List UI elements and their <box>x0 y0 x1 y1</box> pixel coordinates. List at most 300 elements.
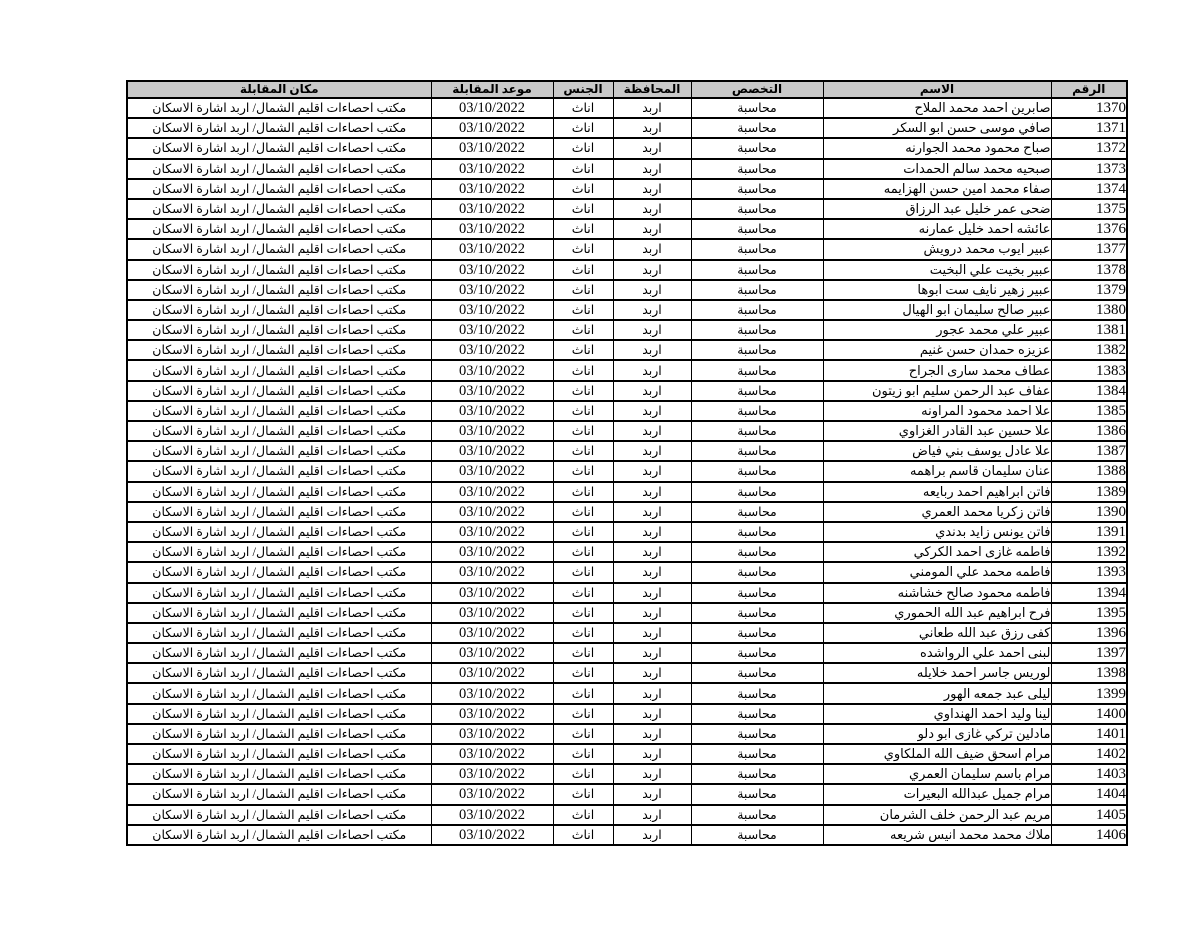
cell-specialization: محاسبة <box>691 784 823 804</box>
cell-number: 1401 <box>1051 724 1127 744</box>
cell-specialization: محاسبة <box>691 583 823 603</box>
cell-gender: اناث <box>553 260 613 280</box>
cell-location: مكتب احصاءات اقليم الشمال/ اربد اشارة الاسكان <box>127 401 431 421</box>
cell-specialization: محاسبة <box>691 199 823 219</box>
column-header-number: الرقم <box>1051 81 1127 98</box>
cell-name: عائشه احمد خليل عمارنه <box>823 219 1051 239</box>
cell-date: 03/10/2022 <box>431 764 553 784</box>
cell-location: مكتب احصاءات اقليم الشمال/ اربد اشارة الاسكان <box>127 320 431 340</box>
cell-name: فرح ابراهيم عبد الله الحموري <box>823 603 1051 623</box>
cell-number: 1380 <box>1051 300 1127 320</box>
table-row <box>127 562 1127 582</box>
cell-specialization: محاسبة <box>691 663 823 683</box>
cell-governorate: اربد <box>613 502 691 522</box>
cell-location: مكتب احصاءات اقليم الشمال/ اربد اشارة الاسكان <box>127 421 431 441</box>
cell-specialization: محاسبة <box>691 542 823 562</box>
cell-gender: اناث <box>553 623 613 643</box>
cell-governorate: اربد <box>613 280 691 300</box>
cell-governorate: اربد <box>613 784 691 804</box>
cell-gender: اناث <box>553 764 613 784</box>
cell-specialization: محاسبة <box>691 381 823 401</box>
cell-name: مرام اسحق ضيف الله الملكاوي <box>823 744 1051 764</box>
cell-number: 1372 <box>1051 138 1127 158</box>
cell-gender: اناث <box>553 562 613 582</box>
column-header-date: موعد المقابلة <box>431 81 553 98</box>
table-row <box>127 482 1127 502</box>
cell-number: 1386 <box>1051 421 1127 441</box>
cell-governorate: اربد <box>613 179 691 199</box>
cell-number: 1388 <box>1051 461 1127 481</box>
cell-specialization: محاسبة <box>691 219 823 239</box>
cell-governorate: اربد <box>613 300 691 320</box>
table-row <box>127 260 1127 280</box>
cell-date: 03/10/2022 <box>431 704 553 724</box>
cell-name: صابرين احمد محمد الملاح <box>823 98 1051 118</box>
table-row <box>127 421 1127 441</box>
cell-governorate: اربد <box>613 239 691 259</box>
cell-location: مكتب احصاءات اقليم الشمال/ اربد اشارة الاسكان <box>127 562 431 582</box>
cell-location: مكتب احصاءات اقليم الشمال/ اربد اشارة الاسكان <box>127 603 431 623</box>
table-row <box>127 623 1127 643</box>
column-header-gender: الجنس <box>553 81 613 98</box>
cell-date: 03/10/2022 <box>431 461 553 481</box>
table-row <box>127 401 1127 421</box>
cell-date: 03/10/2022 <box>431 784 553 804</box>
cell-specialization: محاسبة <box>691 239 823 259</box>
cell-number: 1371 <box>1051 118 1127 138</box>
table-row <box>127 461 1127 481</box>
cell-governorate: اربد <box>613 542 691 562</box>
cell-name: ملاك محمد محمد انيس شريعه <box>823 825 1051 845</box>
cell-gender: اناث <box>553 603 613 623</box>
cell-governorate: اربد <box>613 421 691 441</box>
table-row <box>127 179 1127 199</box>
cell-gender: اناث <box>553 663 613 683</box>
cell-gender: اناث <box>553 825 613 845</box>
cell-name: فاطمه غازى احمد الكركي <box>823 542 1051 562</box>
cell-governorate: اربد <box>613 583 691 603</box>
interview-schedule-table <box>126 80 1128 846</box>
cell-gender: اناث <box>553 522 613 542</box>
table-row <box>127 280 1127 300</box>
table-row <box>127 320 1127 340</box>
table-row <box>127 381 1127 401</box>
table-row <box>127 583 1127 603</box>
cell-specialization: محاسبة <box>691 118 823 138</box>
cell-number: 1383 <box>1051 360 1127 380</box>
cell-governorate: اربد <box>613 603 691 623</box>
cell-gender: اناث <box>553 300 613 320</box>
cell-location: مكتب احصاءات اقليم الشمال/ اربد اشارة الاسكان <box>127 825 431 845</box>
cell-specialization: محاسبة <box>691 522 823 542</box>
cell-date: 03/10/2022 <box>431 280 553 300</box>
cell-gender: اناث <box>553 98 613 118</box>
cell-name: عبير صالح سليمان ابو الهيال <box>823 300 1051 320</box>
cell-governorate: اربد <box>613 381 691 401</box>
cell-governorate: اربد <box>613 441 691 461</box>
cell-date: 03/10/2022 <box>431 502 553 522</box>
cell-location: مكتب احصاءات اقليم الشمال/ اربد اشارة الاسكان <box>127 623 431 643</box>
cell-location: مكتب احصاءات اقليم الشمال/ اربد اشارة الاسكان <box>127 340 431 360</box>
cell-location: مكتب احصاءات اقليم الشمال/ اربد اشارة الاسكان <box>127 441 431 461</box>
cell-name: عنان سليمان قاسم براهمه <box>823 461 1051 481</box>
cell-location: مكتب احصاءات اقليم الشمال/ اربد اشارة الاسكان <box>127 280 431 300</box>
cell-location: مكتب احصاءات اقليم الشمال/ اربد اشارة الاسكان <box>127 764 431 784</box>
cell-gender: اناث <box>553 219 613 239</box>
cell-date: 03/10/2022 <box>431 562 553 582</box>
cell-date: 03/10/2022 <box>431 522 553 542</box>
cell-date: 03/10/2022 <box>431 219 553 239</box>
cell-number: 1375 <box>1051 199 1127 219</box>
cell-location: مكتب احصاءات اقليم الشمال/ اربد اشارة الاسكان <box>127 784 431 804</box>
cell-gender: اناث <box>553 583 613 603</box>
cell-date: 03/10/2022 <box>431 805 553 825</box>
cell-number: 1399 <box>1051 683 1127 703</box>
cell-specialization: محاسبة <box>691 421 823 441</box>
cell-name: صافي موسى حسن ابو السكر <box>823 118 1051 138</box>
cell-governorate: اربد <box>613 643 691 663</box>
cell-specialization: محاسبة <box>691 764 823 784</box>
cell-specialization: محاسبة <box>691 280 823 300</box>
column-header-governorate: المحافظة <box>613 81 691 98</box>
cell-gender: اناث <box>553 784 613 804</box>
cell-number: 1403 <box>1051 764 1127 784</box>
cell-governorate: اربد <box>613 623 691 643</box>
table-header-row <box>127 81 1127 98</box>
cell-name: عبير زهير نايف ست ابوها <box>823 280 1051 300</box>
table-row <box>127 502 1127 522</box>
cell-location: مكتب احصاءات اقليم الشمال/ اربد اشارة الاسكان <box>127 744 431 764</box>
cell-specialization: محاسبة <box>691 401 823 421</box>
cell-date: 03/10/2022 <box>431 159 553 179</box>
cell-number: 1393 <box>1051 562 1127 582</box>
cell-specialization: محاسبة <box>691 320 823 340</box>
cell-specialization: محاسبة <box>691 643 823 663</box>
cell-date: 03/10/2022 <box>431 663 553 683</box>
cell-name: عطاف محمد سارى الجراح <box>823 360 1051 380</box>
cell-specialization: محاسبة <box>691 683 823 703</box>
cell-number: 1390 <box>1051 502 1127 522</box>
cell-location: مكتب احصاءات اقليم الشمال/ اربد اشارة الاسكان <box>127 583 431 603</box>
cell-gender: اناث <box>553 643 613 663</box>
cell-number: 1379 <box>1051 280 1127 300</box>
cell-location: مكتب احصاءات اقليم الشمال/ اربد اشارة الاسكان <box>127 360 431 380</box>
cell-name: لوريس جاسر احمد خلايله <box>823 663 1051 683</box>
column-header-name: الاسم <box>823 81 1051 98</box>
column-header-location: مكان المقابلة <box>127 81 431 98</box>
cell-number: 1384 <box>1051 381 1127 401</box>
table-row <box>127 219 1127 239</box>
cell-location: مكتب احصاءات اقليم الشمال/ اربد اشارة الاسكان <box>127 704 431 724</box>
cell-governorate: اربد <box>613 482 691 502</box>
cell-number: 1387 <box>1051 441 1127 461</box>
cell-name: ضحى عمر خليل عبد الرزاق <box>823 199 1051 219</box>
cell-governorate: اربد <box>613 401 691 421</box>
table-row <box>127 542 1127 562</box>
cell-name: عزيزه حمدان حسن غنيم <box>823 340 1051 360</box>
cell-date: 03/10/2022 <box>431 199 553 219</box>
cell-date: 03/10/2022 <box>431 744 553 764</box>
cell-governorate: اربد <box>613 704 691 724</box>
cell-location: مكتب احصاءات اقليم الشمال/ اربد اشارة الاسكان <box>127 643 431 663</box>
cell-name: ليلى عبد جمعه الهور <box>823 683 1051 703</box>
cell-name: عبير علي محمد عجور <box>823 320 1051 340</box>
cell-date: 03/10/2022 <box>431 401 553 421</box>
cell-number: 1374 <box>1051 179 1127 199</box>
cell-gender: اناث <box>553 401 613 421</box>
cell-specialization: محاسبة <box>691 502 823 522</box>
table-row <box>127 724 1127 744</box>
cell-location: مكتب احصاءات اقليم الشمال/ اربد اشارة الاسكان <box>127 199 431 219</box>
cell-number: 1406 <box>1051 825 1127 845</box>
cell-date: 03/10/2022 <box>431 118 553 138</box>
table-row <box>127 340 1127 360</box>
cell-specialization: محاسبة <box>691 461 823 481</box>
cell-gender: اناث <box>553 461 613 481</box>
cell-date: 03/10/2022 <box>431 583 553 603</box>
cell-date: 03/10/2022 <box>431 360 553 380</box>
cell-location: مكتب احصاءات اقليم الشمال/ اربد اشارة الاسكان <box>127 300 431 320</box>
cell-location: مكتب احصاءات اقليم الشمال/ اربد اشارة الاسكان <box>127 522 431 542</box>
table-row <box>127 441 1127 461</box>
column-header-specialization: التخصص <box>691 81 823 98</box>
cell-date: 03/10/2022 <box>431 643 553 663</box>
cell-name: مريم عبد الرحمن خلف الشرمان <box>823 805 1051 825</box>
cell-governorate: اربد <box>613 744 691 764</box>
cell-date: 03/10/2022 <box>431 179 553 199</box>
cell-location: مكتب احصاءات اقليم الشمال/ اربد اشارة الاسكان <box>127 724 431 744</box>
cell-location: مكتب احصاءات اقليم الشمال/ اربد اشارة الاسكان <box>127 482 431 502</box>
cell-gender: اناث <box>553 724 613 744</box>
cell-governorate: اربد <box>613 461 691 481</box>
cell-specialization: محاسبة <box>691 805 823 825</box>
cell-governorate: اربد <box>613 562 691 582</box>
cell-number: 1395 <box>1051 603 1127 623</box>
cell-number: 1396 <box>1051 623 1127 643</box>
cell-name: فاتن زكريا محمد العمري <box>823 502 1051 522</box>
cell-name: لينا وليد احمد الهنداوي <box>823 704 1051 724</box>
table-row <box>127 784 1127 804</box>
cell-specialization: محاسبة <box>691 300 823 320</box>
cell-date: 03/10/2022 <box>431 98 553 118</box>
cell-name: مرام جميل عبدالله البعيرات <box>823 784 1051 804</box>
table-row <box>127 159 1127 179</box>
cell-number: 1402 <box>1051 744 1127 764</box>
table-row <box>127 239 1127 259</box>
table-row <box>127 300 1127 320</box>
cell-gender: اناث <box>553 381 613 401</box>
cell-name: عبير ايوب محمد درويش <box>823 239 1051 259</box>
cell-date: 03/10/2022 <box>431 542 553 562</box>
cell-name: علا احمد محمود المراونه <box>823 401 1051 421</box>
cell-gender: اناث <box>553 805 613 825</box>
cell-date: 03/10/2022 <box>431 603 553 623</box>
cell-name: فاتن يونس زايد بدندي <box>823 522 1051 542</box>
cell-date: 03/10/2022 <box>431 825 553 845</box>
cell-governorate: اربد <box>613 522 691 542</box>
cell-gender: اناث <box>553 179 613 199</box>
cell-date: 03/10/2022 <box>431 482 553 502</box>
cell-specialization: محاسبة <box>691 441 823 461</box>
cell-name: كفى رزق عبد الله طعاني <box>823 623 1051 643</box>
cell-number: 1394 <box>1051 583 1127 603</box>
cell-governorate: اربد <box>613 663 691 683</box>
cell-gender: اناث <box>553 118 613 138</box>
cell-date: 03/10/2022 <box>431 340 553 360</box>
cell-gender: اناث <box>553 320 613 340</box>
cell-name: علا حسين عبد القادر الغزاوي <box>823 421 1051 441</box>
table-row <box>127 805 1127 825</box>
cell-location: مكتب احصاءات اقليم الشمال/ اربد اشارة الاسكان <box>127 239 431 259</box>
cell-gender: اناث <box>553 340 613 360</box>
cell-gender: اناث <box>553 280 613 300</box>
cell-location: مكتب احصاءات اقليم الشمال/ اربد اشارة الاسكان <box>127 118 431 138</box>
table-row <box>127 663 1127 683</box>
cell-number: 1385 <box>1051 401 1127 421</box>
cell-date: 03/10/2022 <box>431 441 553 461</box>
cell-name: مادلين تركي غازى ابو دلو <box>823 724 1051 744</box>
cell-gender: اناث <box>553 542 613 562</box>
cell-governorate: اربد <box>613 724 691 744</box>
cell-location: مكتب احصاءات اقليم الشمال/ اربد اشارة الاسكان <box>127 260 431 280</box>
cell-date: 03/10/2022 <box>431 320 553 340</box>
cell-gender: اناث <box>553 159 613 179</box>
cell-location: مكتب احصاءات اقليم الشمال/ اربد اشارة الاسكان <box>127 683 431 703</box>
cell-location: مكتب احصاءات اقليم الشمال/ اربد اشارة الاسكان <box>127 179 431 199</box>
table-row <box>127 199 1127 219</box>
cell-location: مكتب احصاءات اقليم الشمال/ اربد اشارة الاسكان <box>127 138 431 158</box>
cell-gender: اناث <box>553 482 613 502</box>
cell-location: مكتب احصاءات اقليم الشمال/ اربد اشارة الاسكان <box>127 805 431 825</box>
cell-specialization: محاسبة <box>691 340 823 360</box>
cell-specialization: محاسبة <box>691 623 823 643</box>
cell-specialization: محاسبة <box>691 138 823 158</box>
cell-governorate: اربد <box>613 138 691 158</box>
cell-name: لبنى احمد علي الرواشده <box>823 643 1051 663</box>
cell-number: 1370 <box>1051 98 1127 118</box>
table-row <box>127 744 1127 764</box>
cell-number: 1381 <box>1051 320 1127 340</box>
cell-governorate: اربد <box>613 825 691 845</box>
cell-name: صفاء محمد امين حسن الهزايمه <box>823 179 1051 199</box>
table-row <box>127 825 1127 845</box>
cell-number: 1377 <box>1051 239 1127 259</box>
cell-date: 03/10/2022 <box>431 724 553 744</box>
cell-specialization: محاسبة <box>691 159 823 179</box>
cell-number: 1398 <box>1051 663 1127 683</box>
table-row <box>127 138 1127 158</box>
cell-specialization: محاسبة <box>691 603 823 623</box>
cell-name: فاطمه محمود صالح خشاشنه <box>823 583 1051 603</box>
cell-date: 03/10/2022 <box>431 260 553 280</box>
table-row <box>127 118 1127 138</box>
cell-specialization: محاسبة <box>691 482 823 502</box>
cell-number: 1391 <box>1051 522 1127 542</box>
cell-governorate: اربد <box>613 219 691 239</box>
cell-number: 1373 <box>1051 159 1127 179</box>
cell-date: 03/10/2022 <box>431 683 553 703</box>
cell-number: 1376 <box>1051 219 1127 239</box>
cell-location: مكتب احصاءات اقليم الشمال/ اربد اشارة الاسكان <box>127 159 431 179</box>
cell-governorate: اربد <box>613 360 691 380</box>
cell-specialization: محاسبة <box>691 260 823 280</box>
cell-gender: اناث <box>553 421 613 441</box>
cell-governorate: اربد <box>613 764 691 784</box>
cell-location: مكتب احصاءات اقليم الشمال/ اربد اشارة الاسكان <box>127 502 431 522</box>
cell-gender: اناث <box>553 138 613 158</box>
cell-specialization: محاسبة <box>691 825 823 845</box>
cell-date: 03/10/2022 <box>431 421 553 441</box>
cell-location: مكتب احصاءات اقليم الشمال/ اربد اشارة الاسكان <box>127 98 431 118</box>
cell-date: 03/10/2022 <box>431 381 553 401</box>
table-row <box>127 603 1127 623</box>
cell-specialization: محاسبة <box>691 704 823 724</box>
cell-governorate: اربد <box>613 260 691 280</box>
table-row <box>127 98 1127 118</box>
cell-gender: اناث <box>553 683 613 703</box>
table-row <box>127 643 1127 663</box>
cell-number: 1392 <box>1051 542 1127 562</box>
cell-governorate: اربد <box>613 683 691 703</box>
cell-number: 1389 <box>1051 482 1127 502</box>
table-body <box>127 98 1127 845</box>
cell-name: عبير بخيت علي البخيت <box>823 260 1051 280</box>
cell-name: علا عادل يوسف بني فياض <box>823 441 1051 461</box>
cell-date: 03/10/2022 <box>431 239 553 259</box>
cell-name: فاتن ابراهيم احمد ربايعه <box>823 482 1051 502</box>
cell-governorate: اربد <box>613 199 691 219</box>
cell-location: مكتب احصاءات اقليم الشمال/ اربد اشارة الاسكان <box>127 219 431 239</box>
cell-governorate: اربد <box>613 98 691 118</box>
cell-governorate: اربد <box>613 118 691 138</box>
cell-gender: اناث <box>553 704 613 724</box>
cell-name: مرام باسم سليمان العمري <box>823 764 1051 784</box>
cell-governorate: اربد <box>613 159 691 179</box>
table-row <box>127 704 1127 724</box>
cell-name: عفاف عبد الرحمن سليم ابو زيتون <box>823 381 1051 401</box>
cell-location: مكتب احصاءات اقليم الشمال/ اربد اشارة الاسكان <box>127 381 431 401</box>
cell-specialization: محاسبة <box>691 360 823 380</box>
cell-location: مكتب احصاءات اقليم الشمال/ اربد اشارة الاسكان <box>127 663 431 683</box>
cell-specialization: محاسبة <box>691 724 823 744</box>
cell-specialization: محاسبة <box>691 98 823 118</box>
cell-specialization: محاسبة <box>691 562 823 582</box>
cell-gender: اناث <box>553 360 613 380</box>
cell-number: 1405 <box>1051 805 1127 825</box>
cell-date: 03/10/2022 <box>431 300 553 320</box>
cell-name: فاطمه محمد علي المومني <box>823 562 1051 582</box>
cell-name: صبحيه محمد سالم الحمدات <box>823 159 1051 179</box>
cell-number: 1378 <box>1051 260 1127 280</box>
cell-location: مكتب احصاءات اقليم الشمال/ اربد اشارة الاسكان <box>127 542 431 562</box>
cell-specialization: محاسبة <box>691 179 823 199</box>
table-row <box>127 764 1127 784</box>
cell-location: مكتب احصاءات اقليم الشمال/ اربد اشارة الاسكان <box>127 461 431 481</box>
table-row <box>127 522 1127 542</box>
cell-date: 03/10/2022 <box>431 623 553 643</box>
cell-governorate: اربد <box>613 340 691 360</box>
cell-date: 03/10/2022 <box>431 138 553 158</box>
cell-gender: اناث <box>553 744 613 764</box>
cell-gender: اناث <box>553 239 613 259</box>
cell-name: صباح محمود محمد الجوارنه <box>823 138 1051 158</box>
cell-gender: اناث <box>553 199 613 219</box>
cell-number: 1397 <box>1051 643 1127 663</box>
cell-number: 1400 <box>1051 704 1127 724</box>
document-page <box>126 80 1128 846</box>
cell-governorate: اربد <box>613 805 691 825</box>
cell-number: 1382 <box>1051 340 1127 360</box>
